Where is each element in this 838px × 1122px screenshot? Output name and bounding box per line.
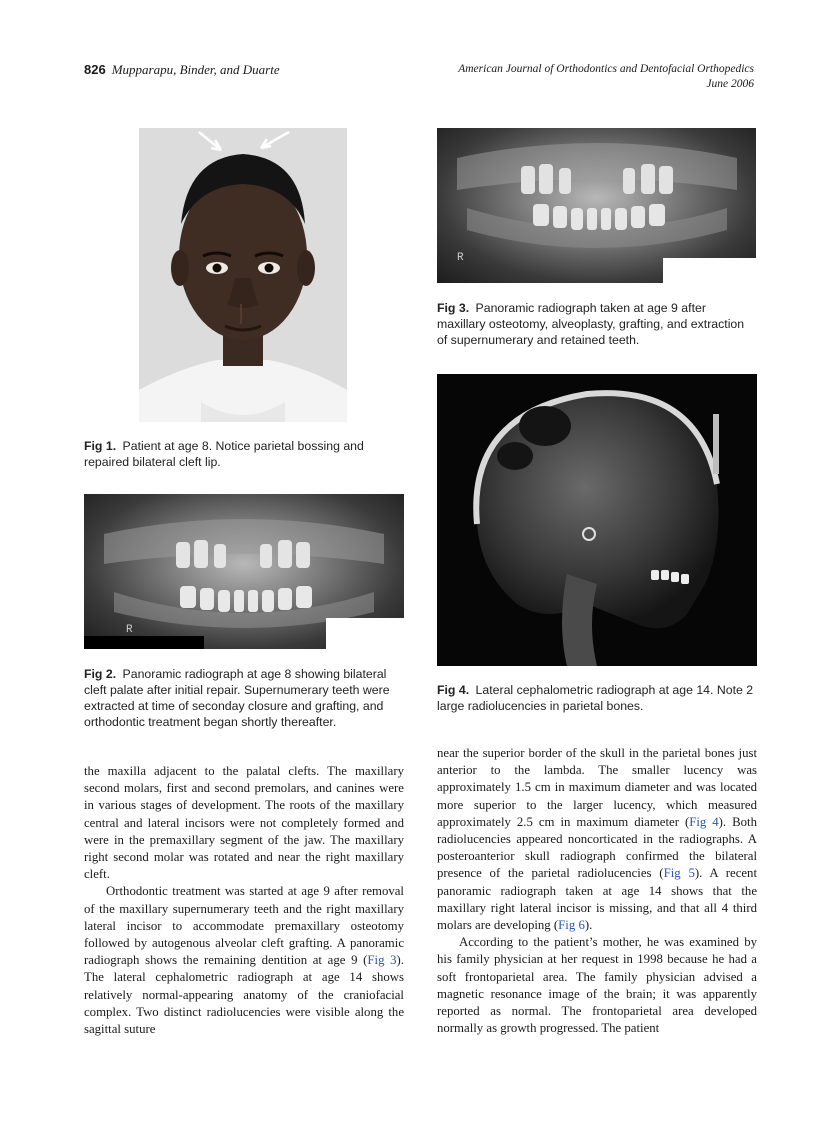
fig4-caption — [437, 682, 757, 714]
body-paragraph — [437, 745, 757, 934]
body-left-column — [84, 763, 404, 1038]
patient-portrait-illustration — [139, 128, 347, 422]
body-text: Orthodontic treatment was started at age 9 after removal of the maxillary supernumerary teeth and the right maxillary lateral incisor to accommodate premaxillary osteotomy followed by autogenous alveolar cleft grafting. A panoramic radiograph shows the remaining dentition at age 9 ( — [84, 884, 404, 968]
fig3-side-marker: R — [457, 252, 464, 264]
fig2-side-marker: R — [126, 624, 133, 636]
body-right-column — [437, 745, 757, 1037]
fig2-mask — [326, 618, 404, 649]
journal-title: American Journal of Orthodontics and Dentofacial Orthopedics — [458, 63, 754, 75]
fig2-caption-text: Panoramic radiograph at age 8 showing bilateral cleft palate after initial repair. Supernumerary teeth were extracted at time of seconday closure and grafting, and orthodontic treatment began shortly thereafter. — [84, 667, 390, 729]
body-text: near the superior border of the skull in the parietal bones just anterior to the lambda. The smaller lucency was approximately 1.5 cm in maximum diameter and was located more superior to the larger lucency, which measured approximately 2.5 cm in maximum diameter ( — [437, 746, 757, 829]
fig1-patient-photo — [139, 128, 347, 422]
fig3-caption-text: Panoramic radiograph taken at age 9 after maxillary osteotomy, alveoplasty, grafting, and extraction of supernumerary and retained teeth. — [437, 301, 745, 347]
lateral-skull-illustration — [437, 374, 757, 666]
fig3-mask — [663, 258, 756, 283]
page-number: 826 — [84, 62, 106, 77]
fig2-panoramic-radiograph — [84, 494, 404, 649]
fig1-caption-text: Patient at age 8. Notice parietal bossing and repaired bilateral cleft lip. — [84, 439, 364, 469]
body-paragraph: According to the patient’s mother, he was examined by his family physician at her request in 1998 because he had a soft frontoparietal area. The family physician advised a magnetic resonance image of the brain; it was apparently reported as normal. The frontoparietal area developed normally as growth progressed. The patient — [437, 935, 757, 1036]
body-text: ). Both radiolucencies appeared noncorticated in the radiographs. A posteroanterior skull radiograph confirmed the bilateral presence of the parietal radiolucencies ( — [437, 814, 757, 881]
fig3-caption — [437, 300, 756, 348]
body-paragraph: the maxilla adjacent to the palatal clefts. The maxillary second molars, first and second premolars, and canines were in various stages of development. The roots of the maxillary central and lateral incisors were not completely formed and were in the premaxillary segment of the jaw. The maxillary right second molar was rotated and near the right maxillary cleft. — [84, 764, 404, 882]
issue-date: June 2006 — [706, 78, 754, 90]
fig1-label: Fig 1. — [84, 439, 117, 453]
fig3-panoramic-radiograph — [437, 128, 756, 283]
figure-link-fig4[interactable]: Fig 4 — [689, 814, 719, 829]
body-text: ). — [584, 918, 593, 933]
figure-link-fig6[interactable]: Fig 6 — [558, 918, 585, 933]
body-text: ). The lateral cephalometric radiograph at age 14 shows relatively normal-appearing anatomy of the craniofacial complex. Two distinct radiolucencies were visible along the sagittal suture — [84, 953, 405, 1037]
body-text: ). A recent panoramic radiograph taken at age 14 shows that the maxillary right lateral incisor is missing, and that all 4 third molars are developing ( — [437, 866, 758, 933]
fig2-label: Fig 2. — [84, 667, 117, 681]
running-header-left — [84, 62, 280, 78]
fig1-caption — [84, 438, 404, 470]
fig4-label: Fig 4. — [437, 683, 470, 697]
running-header-right — [458, 62, 754, 92]
body-paragraph — [84, 883, 404, 1038]
fig4-cephalometric-radiograph — [437, 374, 757, 666]
figure-link-fig5[interactable]: Fig 5 — [663, 866, 695, 881]
author-list: Mupparapu, Binder, and Duarte — [111, 62, 280, 77]
figure-link-fig3[interactable]: Fig 3 — [367, 953, 397, 968]
fig3-label: Fig 3. — [437, 301, 470, 315]
fig4-caption-text: Lateral cephalometric radiograph at age 14. Note 2 large radiolucencies in parietal bones. — [437, 683, 754, 713]
fig2-caption — [84, 666, 404, 730]
